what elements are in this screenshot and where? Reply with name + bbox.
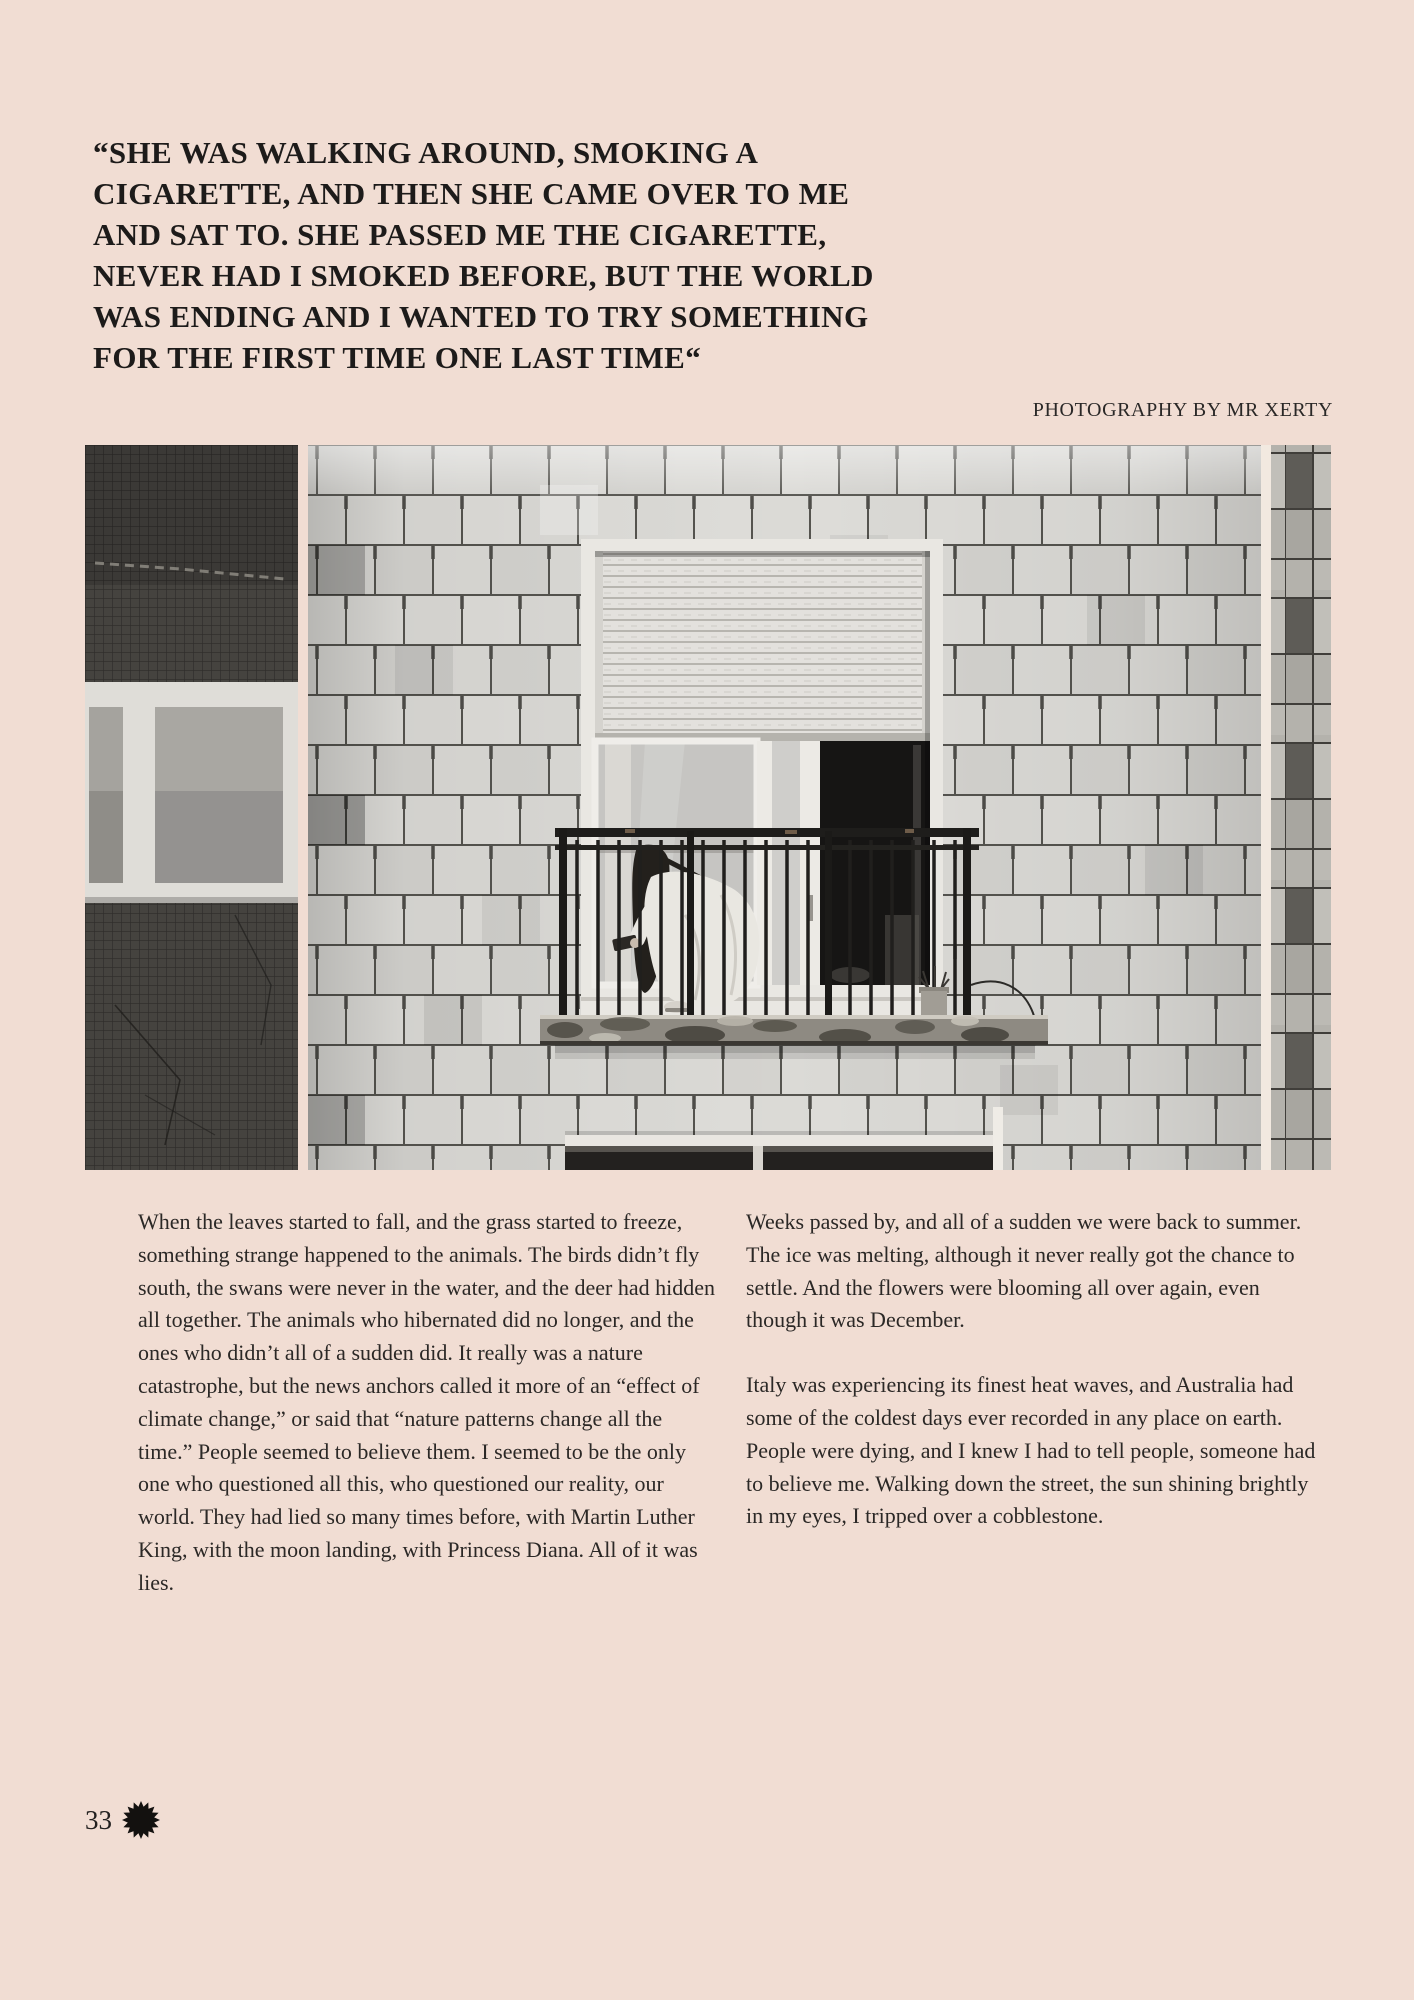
pull-quote-line: WAS ENDING AND I WANTED TO TRY SOMETHING: [93, 299, 869, 334]
page-number: 33: [85, 1804, 112, 1835]
pull-quote-line: CIGARETTE, AND THEN SHE CAME OVER TO ME: [93, 176, 850, 211]
pull-quote-line: NEVER HAD I SMOKED BEFORE, BUT THE WORLD: [93, 258, 874, 293]
article-column-2: [746, 1206, 1324, 1565]
pull-quote: [93, 132, 953, 378]
pull-quote-line: AND SAT TO. SHE PASSED ME THE CIGARETTE,: [93, 217, 827, 252]
left-building-strip: [85, 445, 298, 1170]
article-column-1: [138, 1206, 716, 1632]
paragraph: When the leaves started to fall, and the grass started to freeze, something strange happened to the animals. The birds didn’t fly south, the swans were never in the water, and the deer had hidden all together. The animals who hibernated did no longer, and the ones who didn’t all of a sudden did. It really was a nature catastrophe, but the news anchors called it more of an “effect of climate change,” or said that “nature patterns change all the time.” People seemed to believe them. I seemed to be the only one who questioned all this, who questioned our reality, our world. They had lied so many times before, with Martin Luther King, with the moon landing, with Princess Diana. All of it was lies.: [138, 1209, 716, 1595]
paragraph: Weeks passed by, and all of a sudden we were back to summer. The ice was melting, although it never really got the chance to settle. And the flowers were blooming all over again, even though it was December.: [746, 1209, 1302, 1333]
balcony-photo: [85, 445, 1331, 1170]
pull-quote-line: “SHE WAS WALKING AROUND, SMOKING A: [93, 135, 759, 170]
concrete-ledge: [540, 1015, 1048, 1059]
roller-shutter: [595, 551, 930, 741]
pull-quote-line: FOR THE FIRST TIME ONE LAST TIME“: [93, 340, 702, 375]
photo-credit: PHOTOGRAPHY BY MR XERTY: [1032, 399, 1333, 421]
paragraph: Italy was experiencing its finest heat waves, and Australia had some of the coldest days ever recorded in any place on earth. People were dying, and I knew I had to tell people, someone had to believe me. Walking down the street, the sun shining brightly in my eyes, I tripped over a cobblestone.: [746, 1372, 1316, 1529]
page-footer: [85, 1800, 161, 1840]
photo-gap: [298, 445, 308, 1170]
balcony-photo-illustration: [85, 445, 1331, 1170]
right-tile-column: [1261, 445, 1331, 1170]
starburst-icon: [121, 1800, 161, 1840]
